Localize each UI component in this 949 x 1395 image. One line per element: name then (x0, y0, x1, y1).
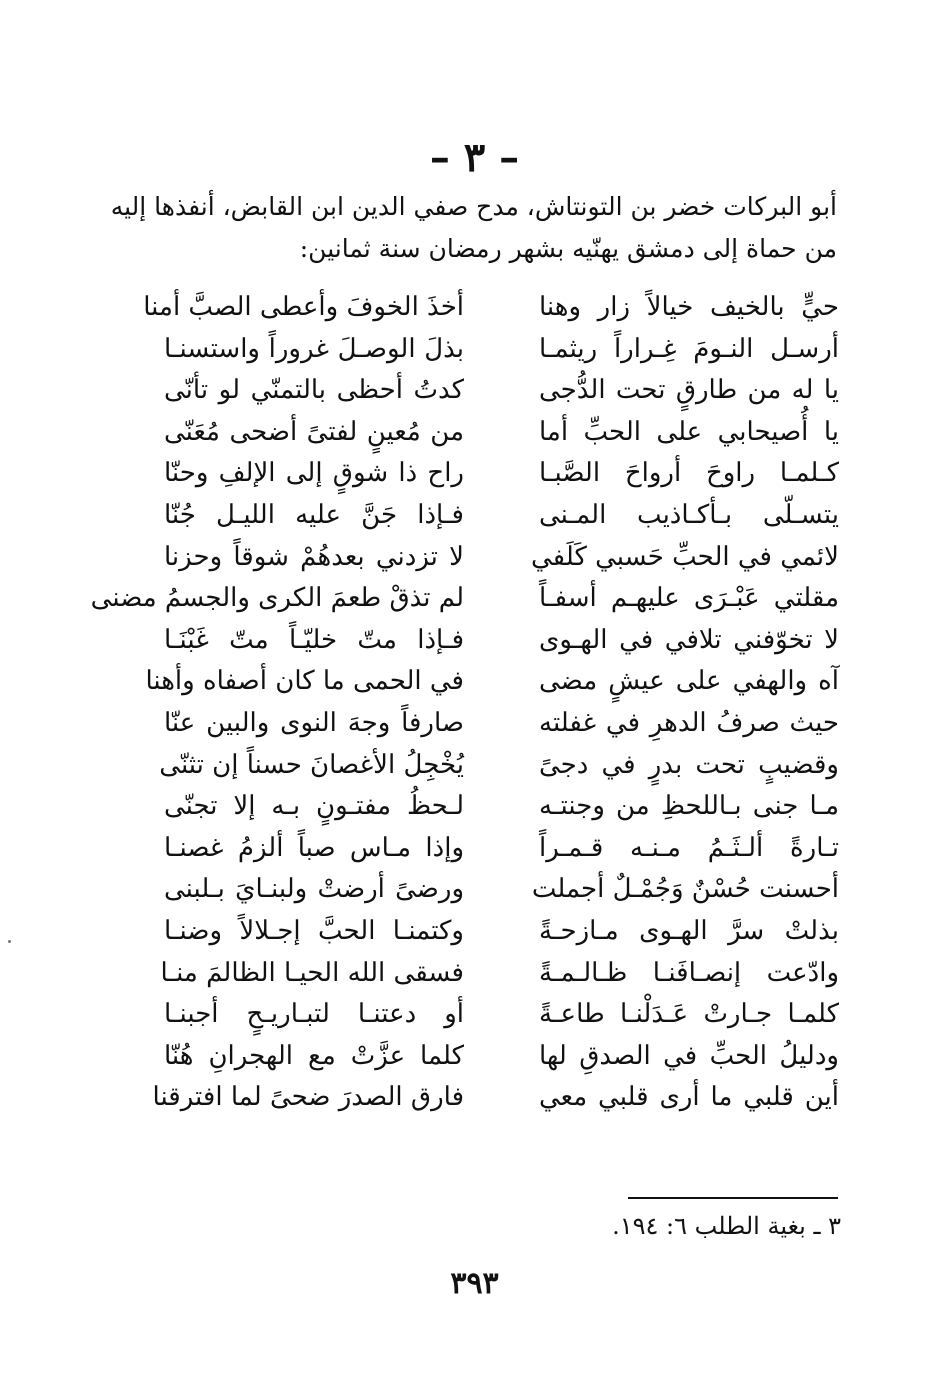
second-hemistich: فـإذا جَنَّ عليه الليـل جُنّا (164, 499, 464, 530)
second-hemistich: وإذا مـاس صباً ألزمُ غصنـا (164, 832, 464, 863)
second-hemistich: في الحمى ما كان أصفاه وأهنا (145, 666, 464, 697)
second-hemistich: وكتمنـا الحبَّ إجـلالاً وضنـا (164, 915, 464, 946)
second-hemistich: من مُعينٍ لفتىً أضحى مُعَنّى (164, 416, 464, 447)
verse-row (152, 1077, 839, 1119)
footnote-divider (628, 1197, 838, 1199)
poem-verses (90, 287, 839, 1119)
page-number: ٣٩٣ (450, 1266, 499, 1301)
verse-row (159, 828, 839, 870)
first-hemistich: لا تخوّفني تلافي في الهـوى (539, 624, 839, 655)
verse-row (159, 1036, 839, 1078)
first-hemistich: وقضيبٍ تحت بدرٍ في دجىً (539, 749, 839, 780)
intro-line: أبو البركات خضر بن التونتاش، مدح صفي الدين ابن القابض، أنفذها إليه (110, 192, 837, 221)
first-hemistich: مقلتي عَبْـرَى عليهـم أسفـاً (539, 583, 839, 614)
second-hemistich: كدتُ أحظى بالتمنّي لو تأنّى (164, 375, 464, 406)
first-hemistich: أين قلبي ما أرى قلبي معي (539, 1082, 839, 1113)
second-hemistich: ورضىً أرضتْ ولبنـايَ بـلبنى (164, 874, 464, 905)
verse-row (159, 453, 839, 495)
first-hemistich: تـارةً ألـثَـمُ مـنـه قـمـراً (539, 832, 839, 863)
second-hemistich: فارق الصدرَ ضحىً لما افترقنا (152, 1082, 464, 1113)
second-hemistich: لا تزدني بعدهُمْ شوقاً وحزنا (164, 541, 464, 572)
first-hemistich: كلمـا جـارتْ عَـدَلْنـا طاعـةً (539, 999, 839, 1030)
verse-row (159, 620, 839, 662)
verse-row (159, 495, 839, 537)
first-hemistich: بذلتْ سرَّ الهـوى مـازحـةً (539, 915, 839, 946)
verse-row (159, 370, 839, 412)
verse-row (159, 911, 839, 953)
footnote: ٣ ـ بغية الطلب ٦: ١٩٤. (612, 1212, 841, 1240)
intro-line: من حماة إلى دمشق يهنّيه بشهر رمضان سنة ثمانين: (299, 234, 837, 263)
second-hemistich: لـحظُ مفتـونٍ بـه إلا تجنّى (164, 791, 464, 822)
first-hemistich: أرسـل النـومَ غِـراراً ريثمـا (539, 333, 839, 364)
second-hemistich: فسقى الله الحيـا الظالمَ منـا (160, 957, 464, 988)
second-hemistich: أو دعتنـا لتبـاريـحٍ أجبنـا (164, 999, 464, 1030)
first-hemistich: كـلمـا راوحَ أرواحَ الصَّبـا (539, 458, 839, 489)
first-hemistich: ودليلُ الحبِّ في الصدقِ لها (539, 1040, 839, 1071)
first-hemistich: مـا جنى بـاللحظِ من وجنتـه (539, 791, 839, 822)
scan-speck (8, 940, 11, 943)
first-hemistich: حيٍّ بالخيف خيالاً زار وهنا (539, 292, 839, 322)
verse-row (90, 578, 839, 620)
verse-row (159, 703, 839, 745)
second-hemistich: راح ذا شوقٍ إلى الإلفِ وحنّا (164, 458, 464, 489)
second-hemistich: صارفاً وجهَ النوى والبين عنّا (164, 707, 464, 738)
poem-number-heading: – ٣ – (429, 134, 520, 181)
verse-row (145, 661, 839, 703)
first-hemistich: وادّعت إنصـافَنـا ظـالـمـةً (539, 957, 839, 988)
second-hemistich: لم تذقْ طعمَ الكرى والجسمُ مضنى (90, 583, 464, 614)
verse-row (159, 329, 839, 371)
second-hemistich: بذلَ الوصـلَ غروراً واستسنـا (164, 333, 464, 364)
verse-row (159, 869, 839, 911)
first-hemistich: لائمي في الحبِّ حَسبي كَلَفي (531, 541, 839, 572)
verse-row (159, 412, 839, 454)
second-hemistich: كلما عزَّتْ مع الهجرانِ هُنّا (164, 1040, 464, 1071)
first-hemistich: حيث صرفُ الدهرِ في غفلته (539, 707, 839, 738)
poem-introduction (107, 186, 837, 270)
verse-row (159, 537, 839, 579)
second-hemistich: يُخْجِلُ الأغصانَ حسناً إن تثنّى (159, 749, 464, 780)
verse-row (143, 287, 839, 329)
verse-row (159, 786, 839, 828)
first-hemistich: يتسـلّى بـأكـاذيب المـنى (539, 499, 839, 530)
verse-row (159, 994, 839, 1036)
first-hemistich: آه والهفي على عيشٍ مضى (539, 666, 839, 697)
first-hemistich: أحسنت حُسْنٌ وَجُمْـلٌ أجملت (531, 874, 839, 905)
first-hemistich: يا أُصيحابي على الحبِّ أما (539, 416, 839, 447)
verse-row (159, 953, 839, 995)
second-hemistich: فـإذا متّ خليّـاً متّ غَبْنَـا (164, 624, 464, 655)
first-hemistich: يا له من طارقٍ تحت الدُّجى (539, 375, 839, 406)
second-hemistich: أخذَ الخوفَ وأعطى الصبَّ أمنا (143, 292, 464, 322)
verse-row (159, 745, 839, 787)
